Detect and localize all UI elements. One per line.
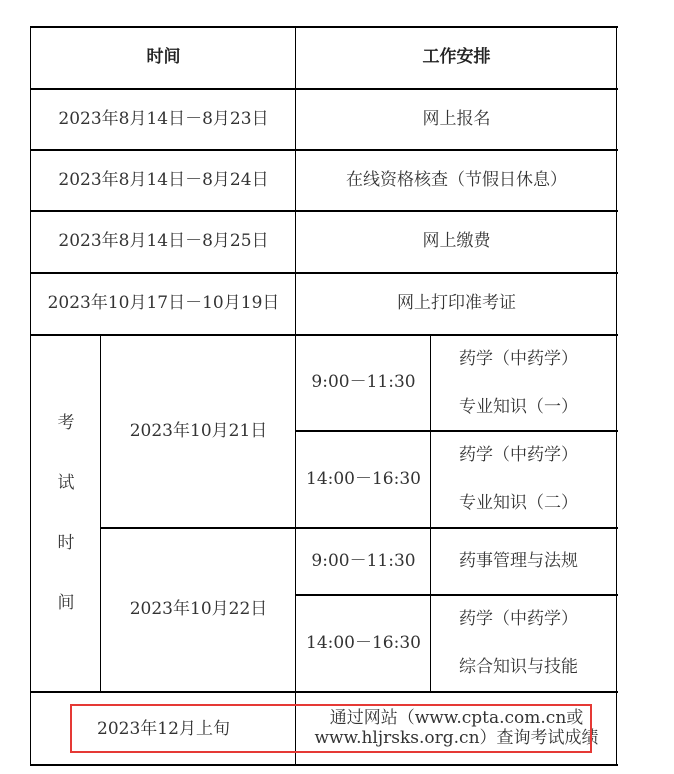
border-bottom bbox=[30, 764, 618, 766]
row-1-task: 网上报名 bbox=[422, 108, 491, 129]
subject-line: 药学（中药学） bbox=[459, 609, 578, 629]
subject-line: 综合知识与技能 bbox=[459, 657, 578, 677]
exam-label-char: 间 bbox=[57, 593, 75, 613]
exam-day1-session1-time: 9:00－11:30 bbox=[311, 372, 416, 393]
exam-day2-session2-subject bbox=[431, 595, 617, 691]
exam-label-char: 考 bbox=[57, 413, 75, 433]
header-time: 时间 bbox=[146, 47, 181, 68]
subject-line: 专业知识（二） bbox=[459, 493, 578, 513]
row-4-task: 网上打印准考证 bbox=[397, 293, 516, 314]
row-1-time: 2023年8月14日－8月23日 bbox=[58, 108, 269, 129]
row-2-task: 在线资格核查（节假日休息） bbox=[346, 169, 567, 190]
result-line-1: 通过网站（www.cpta.com.cn或 bbox=[329, 708, 584, 728]
subject-line: 药学（中药学） bbox=[459, 349, 578, 369]
exam-day2-session1-subject bbox=[431, 528, 617, 594]
subject-line: 药事管理与法规 bbox=[459, 551, 578, 571]
row-3-task: 网上缴费 bbox=[422, 231, 491, 252]
row-2-time: 2023年8月14日－8月24日 bbox=[58, 169, 269, 190]
exam-day1-session2-subject bbox=[431, 431, 617, 527]
exam-day2-session1-time: 9:00－11:30 bbox=[311, 550, 416, 571]
row-4-time: 2023年10月17日－10月19日 bbox=[47, 293, 280, 314]
exam-day1-date: 2023年10月21日 bbox=[129, 420, 268, 441]
exam-label-char: 时 bbox=[57, 533, 75, 553]
exam-time-label bbox=[31, 335, 101, 691]
exam-day1-session2-time: 14:00－16:30 bbox=[306, 468, 421, 489]
exam-label-char: 试 bbox=[57, 473, 75, 493]
highlight-annotation-box bbox=[70, 704, 592, 753]
exam-day2-date: 2023年10月22日 bbox=[129, 599, 268, 620]
row-3-time: 2023年8月14日－8月25日 bbox=[58, 231, 269, 252]
result-time: 2023年12月上旬 bbox=[97, 718, 230, 739]
subject-line: 药学（中药学） bbox=[459, 445, 578, 465]
exam-day1-session1-subject bbox=[431, 335, 617, 430]
result-line-2: www.hljrsks.org.cn）查询考试成绩 bbox=[314, 728, 599, 748]
header-arrangement: 工作安排 bbox=[422, 47, 491, 68]
exam-day2-session2-time: 14:00－16:30 bbox=[306, 632, 421, 653]
subject-line: 专业知识（一） bbox=[459, 397, 578, 417]
